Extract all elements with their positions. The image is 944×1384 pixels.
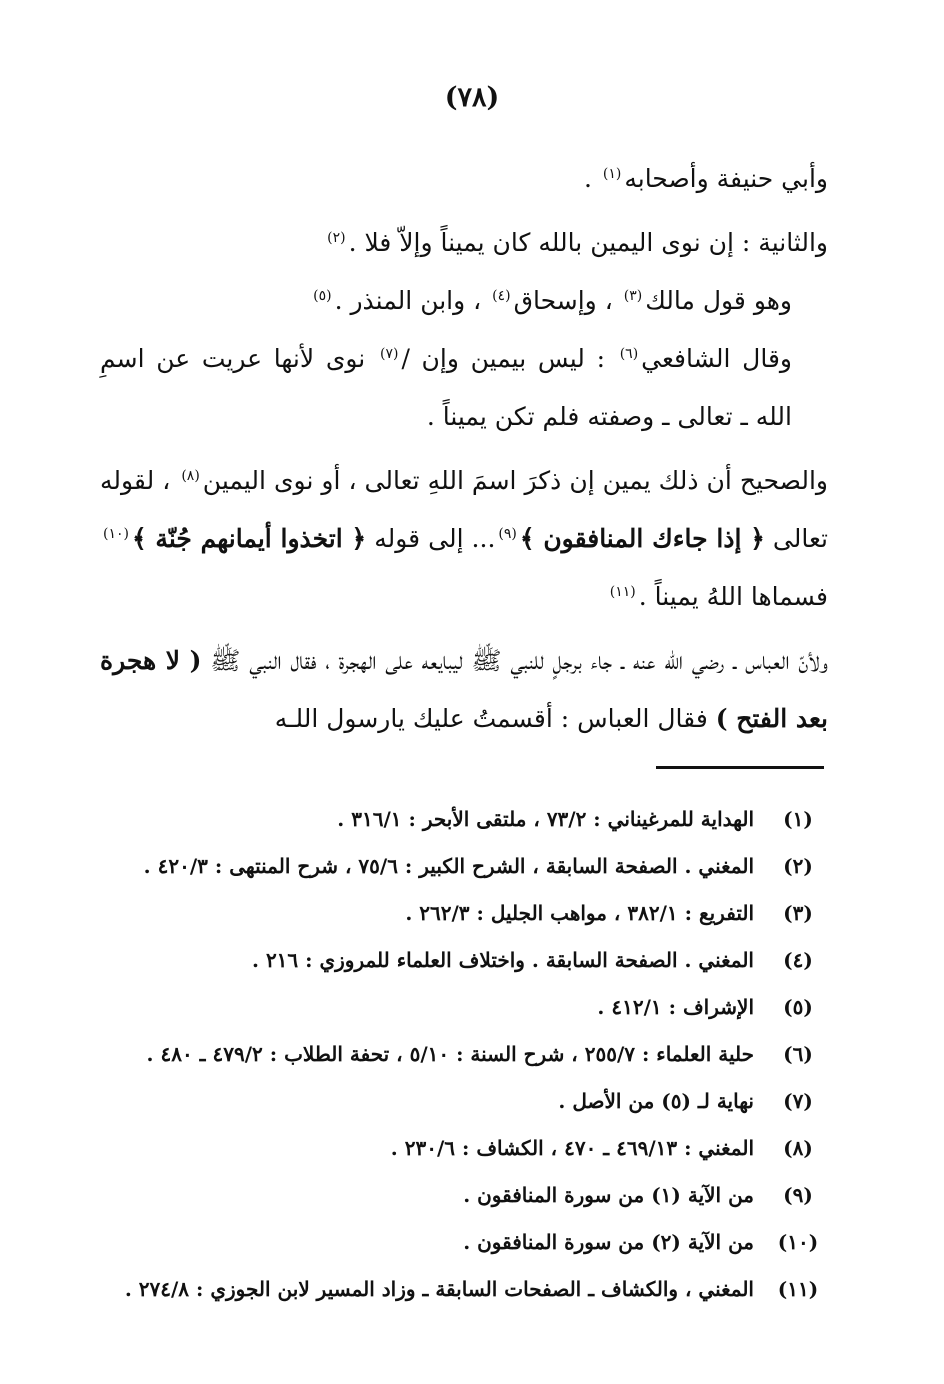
footnote-number: (٥) xyxy=(783,995,813,1019)
paragraph-4 xyxy=(100,330,828,446)
text-run: ، وإسحاق xyxy=(513,286,621,315)
footnote-text: التفريع : ٣٨٢/١ ، مواهب الجليل : ٢٦٢/٣ . xyxy=(405,901,754,925)
text-run: ... إلى قوله xyxy=(366,524,496,553)
footnote-item xyxy=(100,1125,828,1172)
footnote-ref[interactable]: (٨) xyxy=(181,467,200,484)
footnote-ref[interactable]: (٤) xyxy=(492,287,511,304)
text-run: وأبي حنيفة وأصحابه xyxy=(624,164,828,193)
quran-verse: ﴿ اتخذوا أيمانهم جُنّة ﴾ xyxy=(131,524,367,553)
footnotes xyxy=(100,796,828,1313)
text-run: . xyxy=(583,164,600,193)
text-run: والثانية : إن نوى اليمين بالله كان يميناً وإلاّ فلا . xyxy=(348,228,828,257)
footnote-item xyxy=(100,1172,828,1219)
footnote-text: نهاية لـ (٥) من الأصل . xyxy=(558,1089,754,1113)
footnote-text: من الآية (٢) من سورة المنافقون . xyxy=(463,1230,754,1254)
text-run: فقال العباس : أقسمتُ عليك يارسول اللـه xyxy=(274,704,716,733)
paragraph-1 xyxy=(100,150,828,208)
footnote-ref[interactable]: (٩) xyxy=(498,525,517,542)
footnote-item xyxy=(100,890,828,937)
text-run: وهو قول مالك xyxy=(645,286,792,315)
footnote-ref[interactable]: (٦) xyxy=(619,345,639,362)
text-run: : ليس بيمين وإن / xyxy=(401,344,617,373)
paragraph-5 xyxy=(100,452,828,626)
text-run: ، وابن المنذر . xyxy=(334,286,490,315)
footnote-number: (١١) xyxy=(777,1277,819,1301)
text-run: وقال الشافعي xyxy=(641,344,792,373)
text-run: ولأنّ العباس ـ رضي الله عنه ـ جاء برجلٍ للنبي ﷺ ليبايعه على الهجرة ، فقال النبي ﷺ xyxy=(201,646,828,675)
footnote-divider xyxy=(656,766,824,769)
footnote-ref[interactable]: (٧) xyxy=(379,345,399,362)
footnote-ref[interactable]: (١١) xyxy=(609,583,636,600)
paragraph-6 xyxy=(100,632,828,748)
text-run: نوى لأنها عريت عن اسمِ الله ـ تعالى ـ وصفته فلم تكن يميناً . xyxy=(100,344,792,431)
text-run: والصحيح أن ذلك يمين إن ذكرَ اسمَ اللهِ تعالى ، أو نوى اليمين xyxy=(202,466,828,495)
main-text xyxy=(100,150,828,748)
footnote-ref[interactable]: (١٠) xyxy=(103,525,129,542)
footnote-text: المغني . الصفحة السابقة ، الشرح الكبير : ٧٥/٦ ، شرح المنتهى : ٤٢٠/٣ . xyxy=(143,854,754,878)
footnote-item xyxy=(100,937,828,984)
footnote-number: (٢) xyxy=(783,854,813,878)
footnote-item xyxy=(100,984,828,1031)
footnote-text: المغني : ٤٦٩/١٣ ـ ٤٧٠ ، الكشاف : ٢٣٠/٦ . xyxy=(390,1136,754,1160)
footnote-item xyxy=(100,1078,828,1125)
footnote-ref[interactable]: (١) xyxy=(602,165,622,182)
footnote-number: (٩) xyxy=(783,1183,813,1207)
footnote-text: من الآية (١) من سورة المنافقون . xyxy=(463,1183,754,1207)
footnote-text: المغني ، والكشاف ـ الصفحات السابقة ـ وزاد المسير لابن الجوزي : ٢٧٤/٨ . xyxy=(124,1277,754,1301)
footnote-text: المغني . الصفحة السابقة . واختلاف العلماء للمروزي : ٢١٦ . xyxy=(252,948,754,972)
footnote-ref[interactable]: (٥) xyxy=(313,287,332,304)
footnote-item xyxy=(100,843,828,890)
footnote-ref[interactable]: (٢) xyxy=(327,229,346,246)
footnote-number: (٧) xyxy=(783,1089,813,1113)
footnote-number: (٨) xyxy=(783,1136,813,1160)
hadith-quote: ( لا هجرة بعد الفتح ) xyxy=(100,646,828,733)
page-number: (٧٨) xyxy=(444,82,500,113)
footnote-item xyxy=(100,1219,828,1266)
footnote-number: (١٠) xyxy=(777,1230,819,1254)
paragraph-3 xyxy=(100,272,828,330)
text-run: ، لقوله تعالى xyxy=(100,466,829,553)
footnote-text: الإشراف : ٤١٢/١ . xyxy=(597,995,754,1019)
footnote-ref[interactable]: (٣) xyxy=(623,287,643,304)
text-run: فسماها اللهُ يميناً . xyxy=(638,582,828,611)
footnote-item xyxy=(100,796,828,843)
footnote-item xyxy=(100,1031,828,1078)
paragraph-2 xyxy=(100,214,828,272)
footnote-number: (٦) xyxy=(783,1042,813,1066)
footnote-item xyxy=(100,1266,828,1313)
footnote-text: حلية العلماء : ٢٥٥/٧ ، شرح السنة : ٥/١٠ ، تحفة الطلاب : ٤٧٩/٢ ـ ٤٨٠ . xyxy=(146,1042,754,1066)
footnote-number: (٤) xyxy=(783,948,813,972)
footnote-number: (١) xyxy=(783,807,813,831)
footnote-number: (٣) xyxy=(783,901,813,925)
footnote-text: الهداية للمرغيناني : ٧٣/٢ ، ملتقى الأبحر : ٣١٦/١ . xyxy=(337,807,754,831)
quran-verse: ﴿ إذا جاءك المنافقون ﴾ xyxy=(519,524,765,553)
